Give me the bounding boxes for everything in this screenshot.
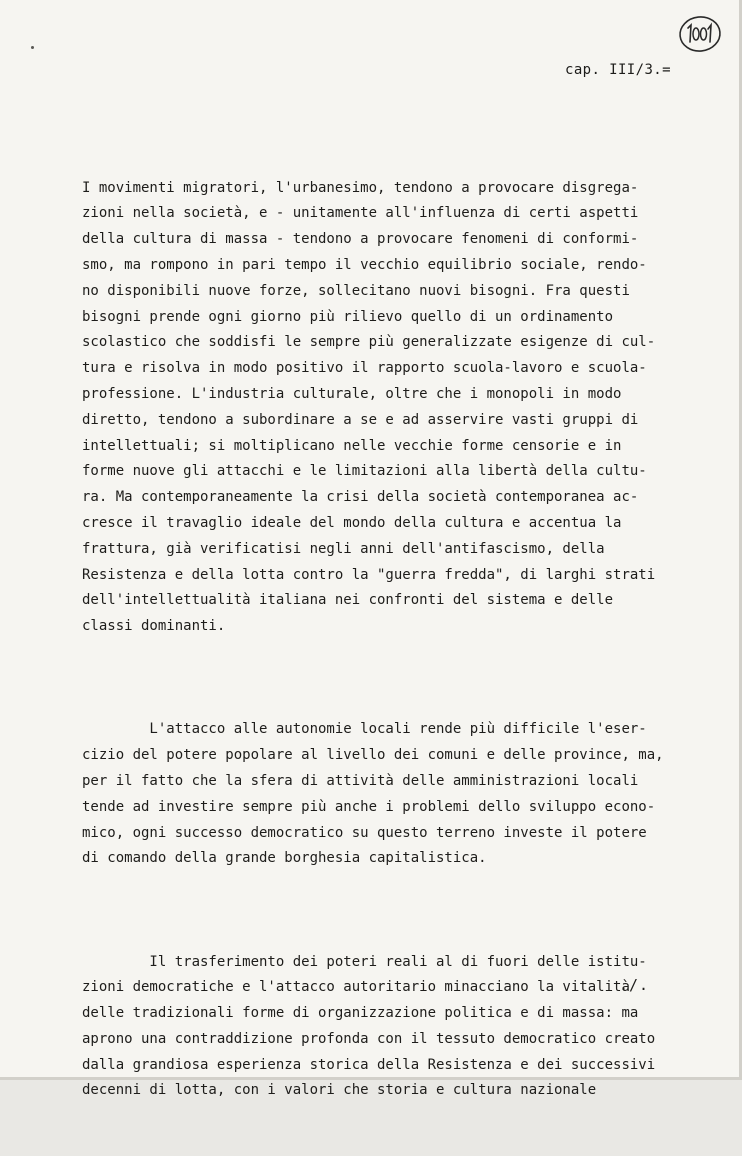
paper-speck [31, 46, 34, 49]
text-line: mico, ogni successo democratico su questo terreno investe il potere [82, 824, 647, 841]
text-line: frattura, già verificatisi negli anni dell'antifascismo, della [82, 540, 605, 557]
text-line: L'attacco alle autonomie locali rende più difficile l'eser- [82, 721, 647, 738]
text-line: decenni di lotta, con i valori che storia e cultura nazionale [82, 1082, 597, 1099]
text-line: classi dominanti. [82, 618, 226, 635]
paragraph [82, 950, 682, 1105]
handwritten-page-number [678, 14, 722, 54]
document-body [82, 124, 682, 1156]
text-line: delle tradizionali forme di organizzazione politica e di massa: ma [82, 1005, 639, 1022]
text-line: cizio del potere popolare al livello dei comuni e delle province, ma, [82, 747, 664, 764]
text-line: cresce il travaglio ideale del mondo della cultura e accentua la [82, 514, 622, 531]
text-line: tura e risolva in modo positivo il rapporto scuola-lavoro e scuola- [82, 360, 647, 377]
text-line: tende ad investire sempre più anche i problemi dello sviluppo econo- [82, 798, 656, 815]
text-line: scolastico che soddisfi le sempre più generalizzate esigenze di cul- [82, 334, 656, 351]
text-line: Resistenza e della lotta contro la "guerra fredda", di larghi strati [82, 566, 656, 583]
text-line: Il trasferimento dei poteri reali al di fuori delle istitu- [82, 953, 647, 970]
paragraph [82, 717, 682, 872]
paragraph [82, 176, 682, 640]
text-line: diretto, tendono a subordinare a se e ad asservire vasti gruppi di [82, 411, 639, 428]
text-line: forme nuove gli attacchi e le limitazioni alla libertà della cultu- [82, 463, 647, 480]
text-line: zioni democratiche e l'attacco autoritario minacciano la vitalità [82, 979, 630, 996]
text-line: intellettuali; si moltiplicano nelle vecchie forme censorie e in [82, 437, 622, 454]
text-line: per il fatto che la sfera di attività delle amministrazioni locali [82, 772, 639, 789]
text-line: di comando della grande borghesia capitalistica. [82, 850, 487, 867]
text-line: zioni nella società, e - unitamente all'influenza di certi aspetti [82, 205, 639, 222]
text-line: no disponibili nuove forze, sollecitano nuovi bisogni. Fra questi [82, 282, 630, 299]
continuation-mark: ./. [619, 976, 650, 994]
text-line: ra. Ma contemporaneamente la crisi della società contemporanea ac- [82, 489, 639, 506]
text-line: aprono una contraddizione profonda con il tessuto democratico creato [82, 1030, 656, 1047]
text-line: dalla grandiosa esperienza storica della Resistenza e dei successivi [82, 1056, 656, 1073]
circled-number-mark [678, 14, 722, 54]
text-line: bisogni prende ogni giorno più rilievo quello di un ordinamento [82, 308, 614, 325]
chapter-reference: cap. III/3.= [565, 62, 671, 78]
text-line: dell'intellettualità italiana nei confronti del sistema e delle [82, 592, 614, 609]
text-line: I movimenti migratori, l'urbanesimo, tendono a provocare disgrega- [82, 179, 639, 196]
text-line: smo, ma rompono in pari tempo il vecchio equilibrio sociale, rendo- [82, 256, 647, 273]
text-line: della cultura di massa - tendono a provocare fenomeni di conformi- [82, 231, 639, 248]
text-line: professione. L'industria culturale, oltre che i monopoli in modo [82, 385, 622, 402]
